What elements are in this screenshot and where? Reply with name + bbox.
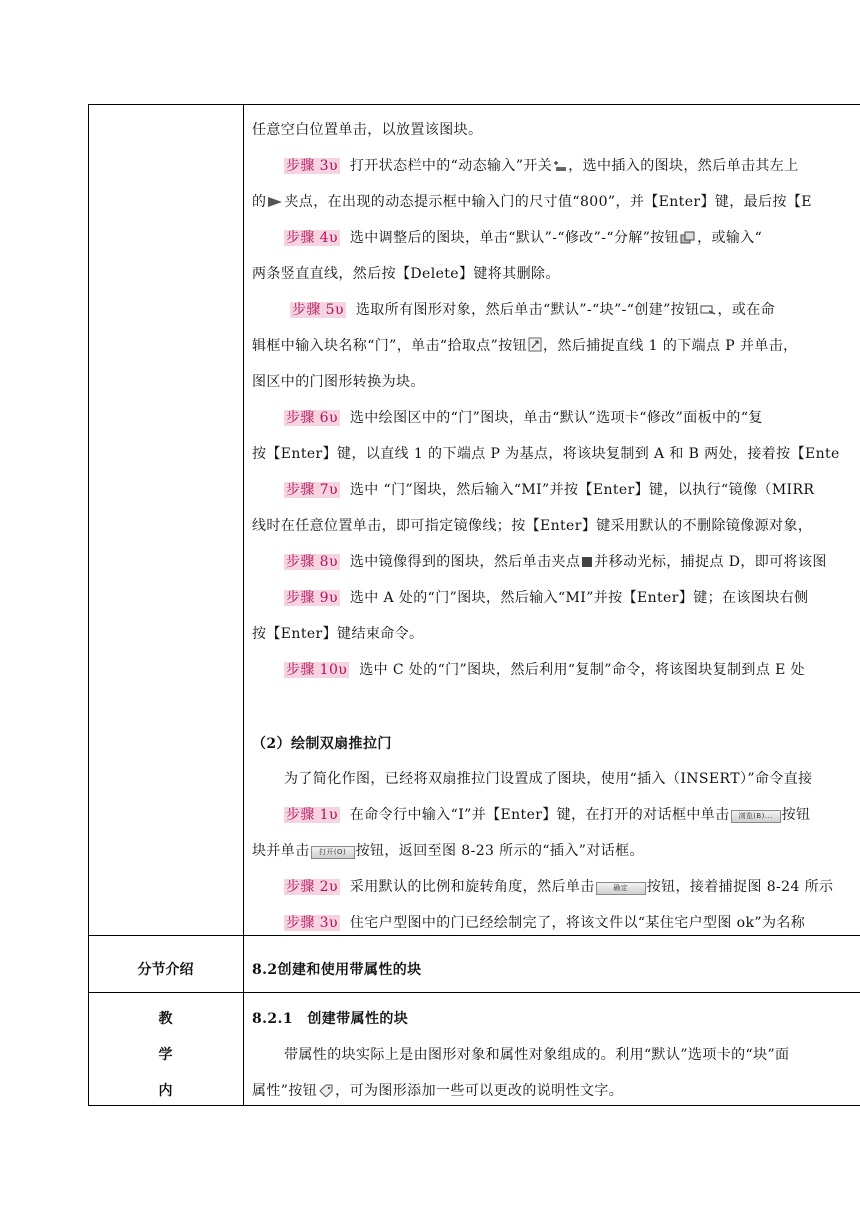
- step-10-line-1: 步骤 10υ 选中 C 处的“门”图块，然后利用“复制”命令，将该图块复制到点 E 处: [286, 662, 805, 678]
- ok-button-image: 确定: [596, 882, 646, 895]
- step-2-line-1: 步骤 2υ 采用默认的比例和旋转角度，然后单击 确定 按钮，接着捕捉图 8-24 所示: [286, 879, 834, 895]
- step-1-line-1: 步骤 1υ 在命令行中输入“I”并【Enter】键，在打开的对话框中单击 浏览(B)... 按钮: [286, 807, 811, 823]
- attr-line-2: 属性”按钮 ，可为图形添加一些可以更改的说明性文字。: [252, 1082, 623, 1102]
- teaching-char: 内: [158, 1083, 173, 1099]
- row-divider: [88, 992, 860, 993]
- text-line: 带属性的块实际上是由图形对象和属性对象组成的。利用“默认”选项卡的“块”面: [284, 1047, 790, 1063]
- step-label: 步骤 8υ: [286, 554, 338, 570]
- step-9-line-1: 步骤 9υ 选中 A 处的“门”图块，然后输入“MI”并按【Enter】键；在该图块右侧: [286, 590, 809, 606]
- explode-icon: [680, 231, 696, 249]
- row-divider: [88, 935, 860, 936]
- grip-square-icon: [581, 555, 593, 573]
- step-label: 步骤 10υ: [286, 662, 348, 678]
- step-label: 步骤 4υ: [286, 230, 338, 246]
- step-8-line-1: 步骤 8υ 选中镜像得到的图块，然后单击夹点 并移动光标，捕捉点 D，即可将该图: [284, 553, 827, 573]
- step-label: 步骤 6υ: [286, 410, 338, 426]
- browse-button-image: 浏览(B)...: [731, 810, 781, 823]
- step-label: 步骤 3υ: [286, 158, 338, 174]
- column-divider: [243, 104, 244, 1105]
- section-intro-label: 分节介绍: [137, 962, 194, 978]
- define-attribute-icon: [318, 1083, 334, 1102]
- step-label: 步骤 1υ: [286, 807, 338, 823]
- section-title: 8.2创建和使用带属性的块: [252, 962, 422, 978]
- subheading: （2）绘制双扇推拉门: [252, 736, 392, 752]
- grip-arrow-icon: [267, 195, 283, 213]
- text-line: 按【Enter】键结束命令。: [252, 626, 424, 642]
- dynamic-input-icon: [553, 159, 567, 177]
- step-3-line-1: 步骤 3υ 打开状态栏中的“动态输入”开关 ，选中插入的图块，然后单击其左上: [284, 157, 799, 177]
- text-line: 两条竖直直线，然后按【Delete】键将其删除。: [252, 266, 560, 282]
- step-5-line-1: 步骤 5υ 选取所有图形对象，然后单击“默认”-“块”-“创建”按钮 ，或在命: [290, 301, 775, 321]
- open-button-image: 打开(O): [311, 846, 355, 859]
- step-1-line-2: 块并单击 打开(O) 按钮，返回至图 8-23 所示的“插入”对话框。: [252, 843, 644, 859]
- subsection-title: 8.2.1 创建带属性的块: [252, 1011, 409, 1027]
- pick-point-icon: [528, 337, 542, 357]
- teaching-char: 教: [158, 1011, 173, 1027]
- step-6-line-1: 步骤 6υ 选中绘图区中的“门”图块，单击“默认”选项卡“修改”面板中的“复: [286, 410, 763, 426]
- step-7-line-1: 步骤 7υ 选中 “门”图块，然后输入“MI”并按【Enter】键，以执行“镜像（MIRR: [286, 482, 815, 498]
- text-line: 图区中的门图形转换为块。: [252, 374, 425, 390]
- create-block-icon: [700, 303, 716, 321]
- step-5-line-2: 辑框中输入块名称“门”，单击“拾取点”按钮 ，然后捕捉直线 1 的下端点 P 并单击，: [252, 337, 798, 357]
- step-label: 步骤 5υ: [292, 302, 344, 318]
- step-4-line-1: 步骤 4υ 选中调整后的图块，单击“默认”-“修改”-“分解”按钮 ，或输入“: [284, 229, 762, 249]
- text-line: 按【Enter】键，以直线 1 的下端点 P 为基点，将该块复制到 A 和 B 两处，接着按【Ente: [252, 446, 840, 462]
- text-line: 线时在任意位置单击，即可指定镜像线；按【Enter】键采用默认的不删除镜像源对象，: [252, 518, 813, 534]
- step-3-line-2: 的 夹点，在出现的动态提示框中输入门的尺寸值“800”，并【Enter】键，最后按【E: [252, 193, 812, 213]
- teaching-char: 学: [158, 1047, 173, 1063]
- text-line: 为了简化作图，已经将双扇推拉门设置成了图块，使用“插入（INSERT）”命令直接: [284, 771, 813, 787]
- step-label: 步骤 9υ: [286, 590, 338, 606]
- step-label: 步骤 7υ: [286, 482, 338, 498]
- step-label: 步骤 3υ: [286, 915, 338, 931]
- step-label: 步骤 2υ: [286, 879, 338, 895]
- text-line: 任意空白位置单击，以放置该图块。: [252, 122, 483, 138]
- step-3-line-1: 步骤 3υ 住宅户型图中的门已经绘制完了，将该文件以“某住宅户型图 ok”为名称: [286, 915, 806, 931]
